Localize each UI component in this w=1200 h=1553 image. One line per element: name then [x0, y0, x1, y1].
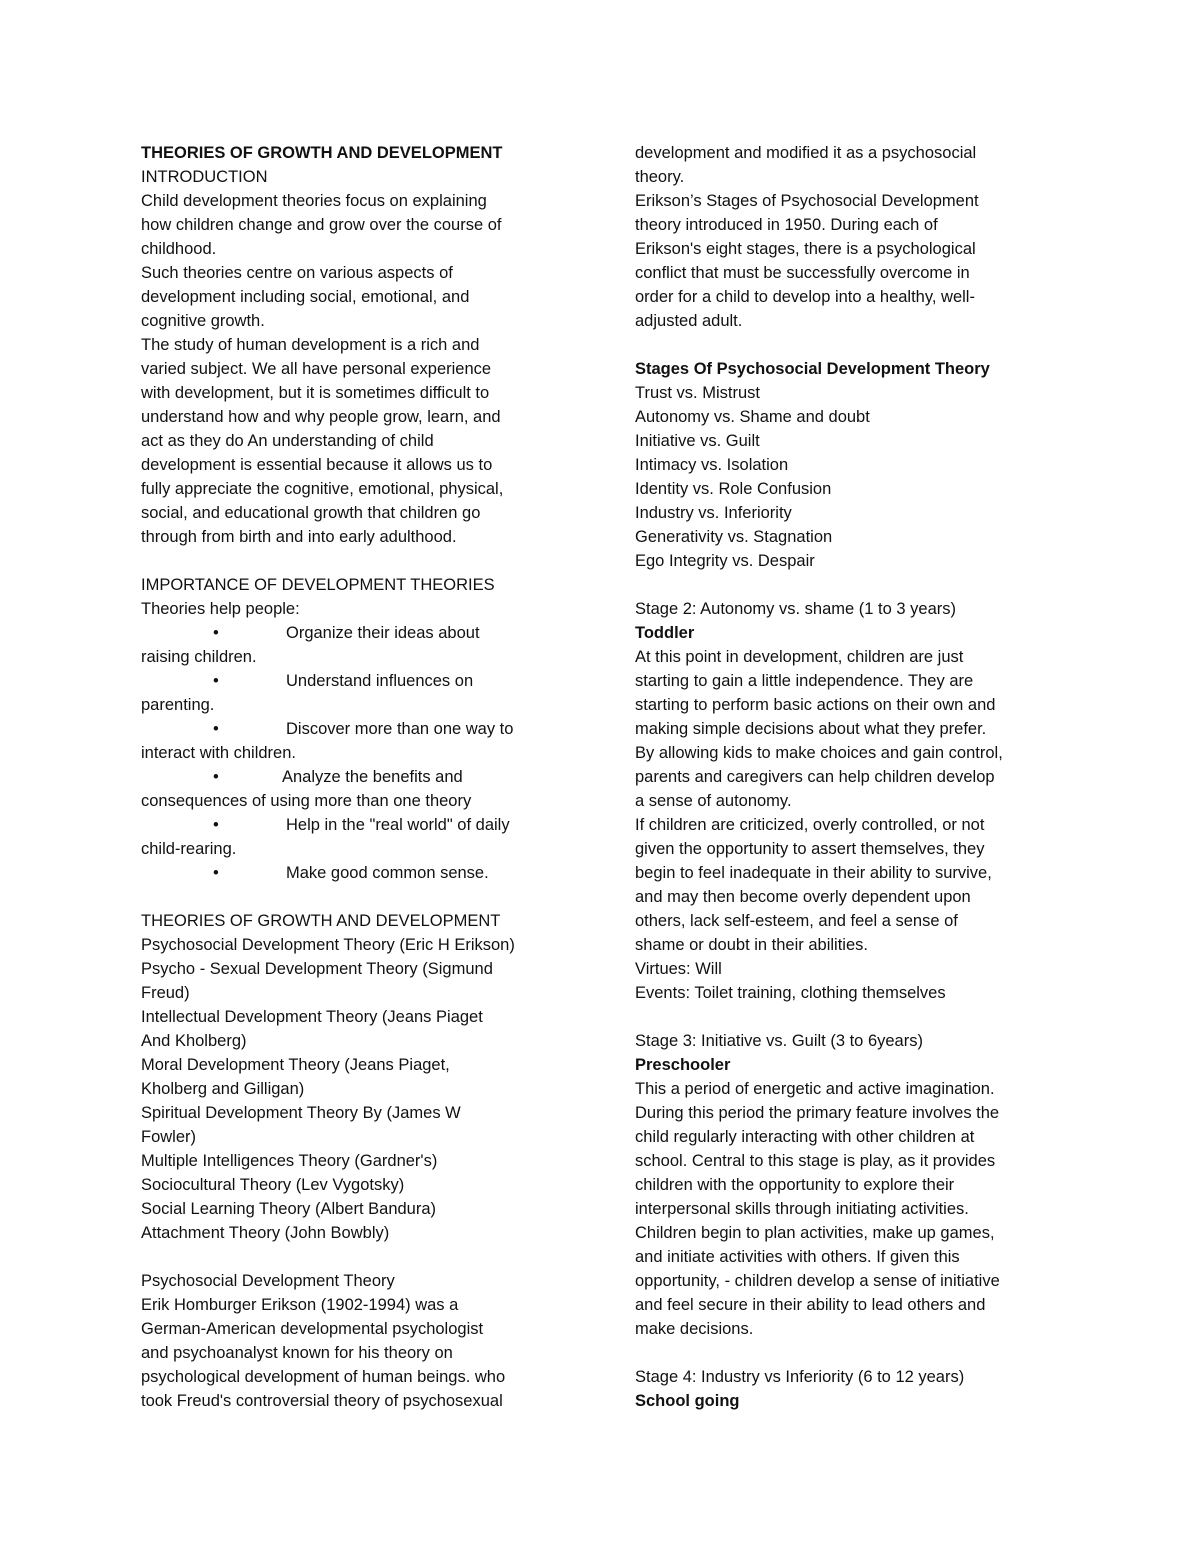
psychosocial-paragraph: [141, 1293, 571, 1413]
text-line: Moral Development Theory (Jeans Piaget,: [141, 1056, 450, 1074]
stage-item: Industry vs. Inferiority: [635, 504, 792, 522]
text-line: order for a child to develop into a healthy, well-: [635, 288, 975, 306]
stages-list: [635, 381, 1065, 573]
text-line: parents and caregivers can help children develop: [635, 768, 995, 786]
spacer: [141, 549, 571, 573]
text-line: theory.: [635, 168, 685, 186]
list-item: [141, 621, 571, 645]
bullet-icon: •: [213, 768, 219, 786]
list-item: [141, 717, 571, 741]
stage-item: Initiative vs. Guilt: [635, 432, 760, 450]
text-line: children with the opportunity to explore their: [635, 1176, 955, 1194]
list-item-text: Analyze the benefits and: [282, 768, 463, 786]
text-line: Psychosocial Development Theory (Eric H Erikson): [141, 936, 515, 954]
list-item-text: Understand influences on: [286, 672, 474, 690]
text-line: And Kholberg): [141, 1032, 247, 1050]
text-line: Psycho - Sexual Development Theory (Sigmund: [141, 960, 493, 978]
text-line: The study of human development is a rich and: [141, 336, 480, 354]
theories-heading: THEORIES OF GROWTH AND DEVELOPMENT: [141, 912, 501, 930]
list-item-text: Make good common sense.: [286, 864, 489, 882]
text-line: Kholberg and Gilligan): [141, 1080, 305, 1098]
text-line: starting to perform basic actions on their own and: [635, 696, 996, 714]
text-line: Events: Toilet training, clothing themselves: [635, 984, 946, 1002]
text-line: others, lack self-esteem, and feel a sense of: [635, 912, 958, 930]
text-line: and initiate activities with others. If given this: [635, 1248, 960, 1266]
text-line: given the opportunity to assert themselves, they: [635, 840, 985, 858]
list-item-text: Discover more than one way to: [286, 720, 514, 738]
bullet-list: [141, 621, 571, 885]
text-line: If children are criticized, overly controlled, or not: [635, 816, 985, 834]
stage3-paragraph: [635, 1077, 1065, 1341]
text-line: school. Central to this stage is play, as it provides: [635, 1152, 996, 1170]
stage-item: Generativity vs. Stagnation: [635, 528, 833, 546]
text-line: Sociocultural Theory (Lev Vygotsky): [141, 1176, 405, 1194]
list-item: [141, 861, 571, 885]
spacer: [635, 573, 1065, 597]
bullet-icon: •: [213, 672, 219, 690]
text-line: starting to gain a little independence. They are: [635, 672, 974, 690]
text-line: and may then become overly dependent upon: [635, 888, 971, 906]
stage-item: Intimacy vs. Isolation: [635, 456, 789, 474]
spacer: [141, 1245, 571, 1269]
stage-item: Autonomy vs. Shame and doubt: [635, 408, 870, 426]
text-line: German-American developmental psychologist: [141, 1320, 484, 1338]
stage2-paragraph: [635, 645, 1065, 1005]
bullet-icon: •: [213, 720, 219, 738]
list-item-continuation: parenting.: [141, 696, 215, 714]
intro-paragraph: [141, 189, 571, 549]
stage2-subheading: Toddler: [635, 624, 695, 642]
psychosocial-heading: Psychosocial Development Theory: [141, 1272, 395, 1290]
stage-item: Trust vs. Mistrust: [635, 384, 760, 402]
text-line: Multiple Intelligences Theory (Gardner's): [141, 1152, 438, 1170]
stage3-heading: Stage 3: Initiative vs. Guilt (3 to 6years): [635, 1032, 923, 1050]
text-line: fully appreciate the cognitive, emotional, physical,: [141, 480, 504, 498]
list-item-continuation: interact with children.: [141, 744, 296, 762]
text-line: At this point in development, children are just: [635, 648, 964, 666]
text-line: Fowler): [141, 1128, 197, 1146]
text-line: through from birth and into early adulthood.: [141, 528, 457, 546]
stages-heading: Stages Of Psychosocial Development Theory: [635, 360, 990, 378]
list-item: [141, 813, 571, 837]
importance-lead: Theories help people:: [141, 600, 300, 618]
text-line: Child development theories focus on explaining: [141, 192, 487, 210]
text-line: psychological development of human beings. who: [141, 1368, 506, 1386]
spacer: [141, 885, 571, 909]
text-line: opportunity, - children develop a sense of initiative: [635, 1272, 1000, 1290]
text-line: Social Learning Theory (Albert Bandura): [141, 1200, 437, 1218]
list-item-text: Organize their ideas about: [286, 624, 480, 642]
bullet-icon: •: [213, 864, 219, 882]
text-line: Freud): [141, 984, 190, 1002]
text-line: development and modified it as a psychosocial: [635, 144, 977, 162]
text-line: cognitive growth.: [141, 312, 265, 330]
text-line: understand how and why people grow, learn, and: [141, 408, 501, 426]
text-line: Such theories centre on various aspects of: [141, 264, 453, 282]
text-line: childhood.: [141, 240, 217, 258]
stage2-heading: Stage 2: Autonomy vs. shame (1 to 3 years): [635, 600, 956, 618]
text-line: Spiritual Development Theory By (James W: [141, 1104, 461, 1122]
continued-paragraph: [635, 141, 1065, 333]
text-line: Erikson's eight stages, there is a psychological: [635, 240, 976, 258]
text-line: development including social, emotional, and: [141, 288, 470, 306]
text-line: Erikson’s Stages of Psychosocial Development: [635, 192, 979, 210]
text-line: and psychoanalyst known for his theory on: [141, 1344, 453, 1362]
spacer: [635, 333, 1065, 357]
spacer: [635, 1341, 1065, 1365]
bullet-icon: •: [213, 816, 219, 834]
theories-list: [141, 933, 571, 1245]
text-line: Children begin to plan activities, make up games,: [635, 1224, 995, 1242]
text-line: social, and educational growth that children go: [141, 504, 481, 522]
text-line: This a period of energetic and active imagination.: [635, 1080, 995, 1098]
left-column: [141, 141, 571, 1413]
stage3-subheading: Preschooler: [635, 1056, 731, 1074]
text-line: adjusted adult.: [635, 312, 743, 330]
text-line: a sense of autonomy.: [635, 792, 792, 810]
list-item-text: Help in the "real world" of daily: [286, 816, 510, 834]
text-line: act as they do An understanding of child: [141, 432, 434, 450]
text-line: By allowing kids to make choices and gain control,: [635, 744, 1003, 762]
text-line: development is essential because it allows us to: [141, 456, 493, 474]
document-title: THEORIES OF GROWTH AND DEVELOPMENT: [141, 144, 503, 162]
intro-heading: INTRODUCTION: [141, 168, 268, 186]
text-line: Intellectual Development Theory (Jeans Piaget: [141, 1008, 483, 1026]
stage-item: Ego Integrity vs. Despair: [635, 552, 815, 570]
text-line: theory introduced in 1950. During each of: [635, 216, 938, 234]
list-item-continuation: raising children.: [141, 648, 257, 666]
text-line: Erik Homburger Erikson (1902-1994) was a: [141, 1296, 459, 1314]
text-line: Virtues: Will: [635, 960, 722, 978]
text-line: took Freud's controversial theory of psychosexual: [141, 1392, 503, 1410]
text-line: how children change and grow over the course of: [141, 216, 502, 234]
text-line: conflict that must be successfully overcome in: [635, 264, 970, 282]
list-item-continuation: consequences of using more than one theory: [141, 792, 472, 810]
text-line: interpersonal skills through initiating activities.: [635, 1200, 969, 1218]
list-item: [141, 765, 571, 789]
list-item: [141, 669, 571, 693]
text-line: Attachment Theory (John Bowbly): [141, 1224, 390, 1242]
text-line: child regularly interacting with other children at: [635, 1128, 975, 1146]
text-line: During this period the primary feature involves the: [635, 1104, 1000, 1122]
stage4-heading: Stage 4: Industry vs Inferiority (6 to 12 years): [635, 1368, 965, 1386]
text-line: and feel secure in their ability to lead others and: [635, 1296, 986, 1314]
stage-item: Identity vs. Role Confusion: [635, 480, 832, 498]
text-line: make decisions.: [635, 1320, 754, 1338]
text-line: shame or doubt in their abilities.: [635, 936, 868, 954]
text-line: making simple decisions about what they prefer.: [635, 720, 987, 738]
spacer: [635, 1005, 1065, 1029]
text-line: with development, but it is sometimes difficult to: [141, 384, 490, 402]
list-item-continuation: child-rearing.: [141, 840, 237, 858]
text-line: varied subject. We all have personal experience: [141, 360, 492, 378]
importance-heading: IMPORTANCE OF DEVELOPMENT THEORIES: [141, 576, 495, 594]
bullet-icon: •: [213, 624, 219, 642]
right-column: [635, 141, 1065, 1413]
text-line: begin to feel inadequate in their ability to survive,: [635, 864, 992, 882]
stage4-subheading: School going: [635, 1392, 740, 1410]
